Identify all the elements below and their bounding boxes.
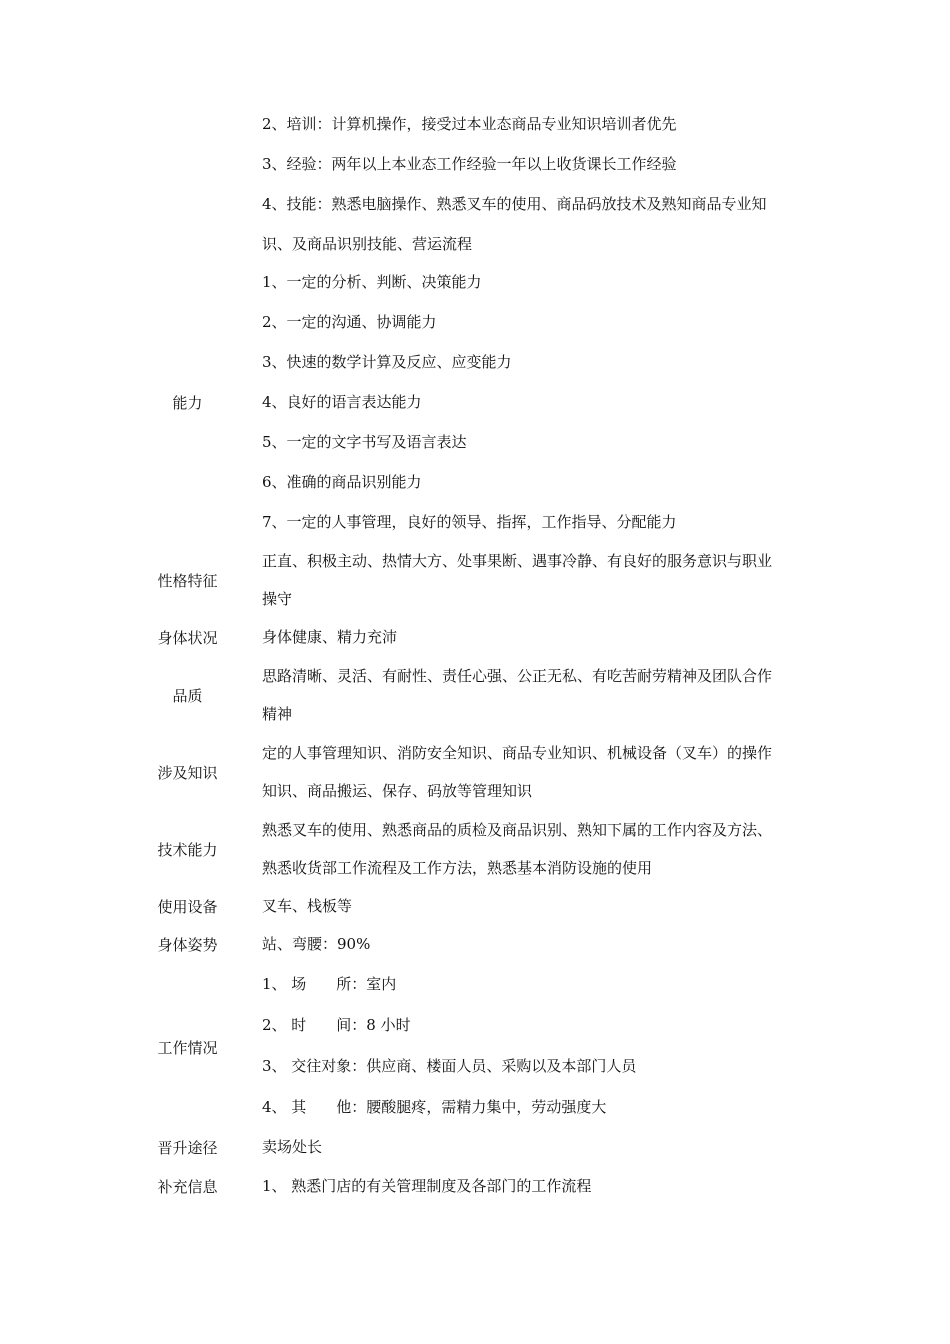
- skills-label: 技术能力: [157, 841, 218, 859]
- intro-line: 2、培训：计算机操作，接受过本业态商品专业知识培训者优先: [262, 115, 677, 133]
- personality-line: 正直、积极主动、热情大方、处事果断、遇事冷静、有良好的服务意识与职业: [262, 552, 773, 570]
- posture-line: 站、弯腰：90%: [262, 935, 371, 953]
- health-line: 身体健康、精力充沛: [262, 628, 398, 646]
- ability-line: 3、快速的数学计算及反应、应变能力: [262, 353, 512, 371]
- work-line: 2、 时 间：8 小时: [262, 1016, 411, 1034]
- ability-line: 6、准确的商品识别能力: [262, 473, 422, 491]
- promotion-line: 卖场处长: [262, 1138, 323, 1156]
- posture-label: 身体姿势: [157, 936, 218, 954]
- health-label: 身体状况: [157, 629, 218, 647]
- work-line: 3、 交往对象：供应商、楼面人员、采购以及本部门人员: [262, 1057, 637, 1075]
- ability-line: 4、良好的语言表达能力: [262, 393, 422, 411]
- knowledge-label: 涉及知识: [157, 764, 218, 782]
- skills-line: 熟悉叉车的使用、熟悉商品的质检及商品识别、熟知下属的工作内容及方法、: [262, 821, 773, 839]
- skills-line: 熟悉收货部工作流程及工作方法，熟悉基本消防设施的使用: [262, 859, 653, 877]
- quality-label: 品质: [172, 687, 203, 705]
- intro-line: 识、及商品识别技能、营运流程: [262, 235, 473, 253]
- knowledge-line: 知识、商品搬运、保存、码放等管理知识: [262, 782, 533, 800]
- equipment-label: 使用设备: [157, 898, 218, 916]
- promotion-label: 晋升途径: [157, 1139, 218, 1157]
- intro-line: 3、经验：两年以上本业态工作经验一年以上收货课长工作经验: [262, 155, 677, 173]
- ability-line: 2、一定的沟通、协调能力: [262, 313, 437, 331]
- supplement-label: 补充信息: [157, 1178, 218, 1196]
- ability-line: 1、一定的分析、判断、决策能力: [262, 273, 482, 291]
- ability-line: 5、一定的文字书写及语言表达: [262, 433, 467, 451]
- work-line: 1、 场 所：室内: [262, 975, 397, 993]
- work-line: 4、 其 他：腰酸腿疼，需精力集中，劳动强度大: [262, 1098, 607, 1116]
- quality-line: 思路清晰、灵活、有耐性、责任心强、公正无私、有吃苦耐劳精神及团队合作: [262, 667, 773, 685]
- quality-line: 精神: [262, 705, 293, 723]
- knowledge-line: 定的人事管理知识、消防安全知识、商品专业知识、机械设备（叉车）的操作: [262, 744, 773, 762]
- personality-line: 操守: [262, 590, 293, 608]
- supplement-line: 1、 熟悉门店的有关管理制度及各部门的工作流程: [262, 1177, 592, 1195]
- ability-label: 能力: [172, 394, 203, 412]
- work-label: 工作情况: [157, 1039, 218, 1057]
- ability-line: 7、一定的人事管理，良好的领导、指挥，工作指导、分配能力: [262, 513, 677, 531]
- equipment-line: 叉车、栈板等: [262, 897, 353, 915]
- intro-line: 4、技能：熟悉电脑操作、熟悉叉车的使用、商品码放技术及熟知商品专业知: [262, 195, 767, 213]
- personality-label: 性格特征: [157, 572, 218, 590]
